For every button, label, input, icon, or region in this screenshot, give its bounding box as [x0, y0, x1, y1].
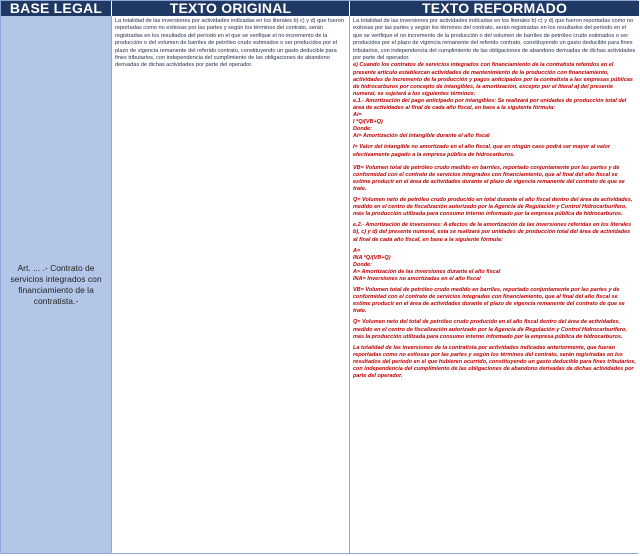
article-title: Art. ... .- Contrato de servicios integrados con financiamiento de la contratista.-: [10, 262, 102, 306]
header-texto-reformado: TEXTO REFORMADO: [350, 1, 639, 16]
reformed-line-a: A=: [353, 247, 361, 254]
reformed-line-q2: Q= Volumen neto del total de petróleo crudo producido en el año fiscal dentro del área de actividades, medido en el centro de fiscalización autorizado por la Agencia de Regulación y Control Hidrocarburífero, más la producción utilizada para consumo interno informado por la empresa pública de hidrocarburos.: [353, 319, 627, 340]
reformed-line-e1: e.1.- Amortización del pago anticipado por intangibles: Se realizará por unidades de producción total del área de actividades al final de cada año fiscal, en base a la siguiente fórmula:: [353, 97, 627, 111]
reformed-line-e2: e.2.- Amortización de inversiones: A efectos de la amortización de las inversiones referidas en los literales b), c) y d) del presente numeral, esta se realizará por unidades de producción total del área de actividades al final de cada año fiscal, en base a la siguiente fórmula:: [353, 222, 632, 243]
reformed-text-cell: [350, 16, 639, 553]
original-paragraph: La totalidad de las inversiones por actividades indicadas en los literales b) c) y d) que fueron reportadas como no exitosas por las partes y según los términos del contrato, serán registradas en los resultados del período en el que se verifique el no incremento de la producción o del volumen de barriles de petróleo crudo estimados o ser producidos por el plazo de vigencia remanente del referido contrato, constituyendo un gasto deducible para fines tributarios, con independencia del cumplimiento de las obligaciones de abandono derivadas de dichas actividades por parte del operador.: [115, 18, 344, 69]
header-base-legal: BASE LEGAL: [1, 1, 112, 16]
original-text-cell: [112, 16, 350, 553]
reformed-line-i-def: I= Valor del intangible no amortizado en el año fiscal, que en ningún caso podrá ser mayor al valor efectivamente pagado a la empresa pública de hidrocarburos.: [353, 144, 610, 158]
reformed-intro-paragraph: La totalidad de las inversiones por actividades indicadas en los literales b) c) y d) que fueron reportadas como no exitosas por las partes y según los términos del contrato, serán registradas en los resultados del período en el que se verifique el no incremento de la producción o del volumen de barriles de petróleo crudo estimados o ser producidos por el plazo de vigencia remanente del referido contrato, constituyendo un gasto deducible para fines tributarios, con independencia del cumplimiento de las obligaciones de abandono derivadas de dichas actividades por parte del operador.: [353, 18, 636, 62]
reformed-line-formula1: I *Q/(VB+Q): [353, 119, 383, 126]
reformed-line-vb2: VB= Volumen total de petróleo crudo medido en barriles, reportado conjuntamente por las partes y de conformidad con el contrato de servicios integrados con financiamiento, que al final del año fiscal se estime producir en el área de actividades durante el plazo de vigencia remanente del contrato de que se trate.: [353, 287, 625, 315]
reformed-line-totalidad: La totalidad de las inversiones de la contratista por actividades indicadas anteriormente, que fueran reportadas como no exitosas por las partes y según los términos del contrato, serán registradas en los resultados del período en el que hubieren ocurrido, constituyendo un gasto deducible para fines tributarios, con independencia del cumplimiento de las obligaciones de abandono derivadas de dichas actividades por parte del operador.: [353, 344, 636, 380]
reformed-line-donde1: Donde:: [353, 126, 372, 133]
reformed-line-a-def: A= Amortización de las inversiones durante el año fiscal: [353, 268, 501, 275]
header-texto-original: TEXTO ORIGINAL: [112, 1, 350, 16]
reformed-line-donde2: Donde:: [353, 261, 372, 268]
reformed-line-formula2: INA *Q/(VB+Q): [353, 254, 391, 261]
reformed-line-ai: Ai=: [353, 112, 362, 119]
base-legal-cell: [1, 16, 112, 553]
reformed-line-q1: Q= Volumen neto de petróleo crudo producido en total durante el año fiscal dentro del área de actividades, medido en el centro de fiscalización autorizado por la Agencia de Regulación y Control Hidrocarburífero, más la producción utilizada para consumo interno informado por la empresa pública de hidrocarburos.: [353, 197, 633, 218]
reformed-line-vb1: VB= Volumen total de petróleo crudo medido en barriles, reportado conjuntamente por las partes y de conformidad con el contrato de servicios integrados con financiamiento, que al final del año fiscal se estime producir en el área de actividades durante el plazo de vigencia remanente del contrato de que se trate.: [353, 164, 625, 192]
reformed-line-e: e) Cuando los contratos de servicios integrados con financiamiento de la contratista referidos en el presente artículo establezcan actividades de mantenimiento de la producción con financiamiento, actividades de incremento de la producción y pagos anticipados por la contratista a las empresas públicas de hidrocarburos por concepto de intangibles, la amortización, excepto por el literal a) del presente numeral, se sujetará a los siguientes términos:: [353, 62, 633, 97]
reformed-line-ina-def: INA= Inversiones no amortizadas en el año fiscal: [353, 275, 481, 282]
reformed-line-ai-def: Ai= Amortización del intangible durante el año fiscal: [353, 133, 490, 140]
